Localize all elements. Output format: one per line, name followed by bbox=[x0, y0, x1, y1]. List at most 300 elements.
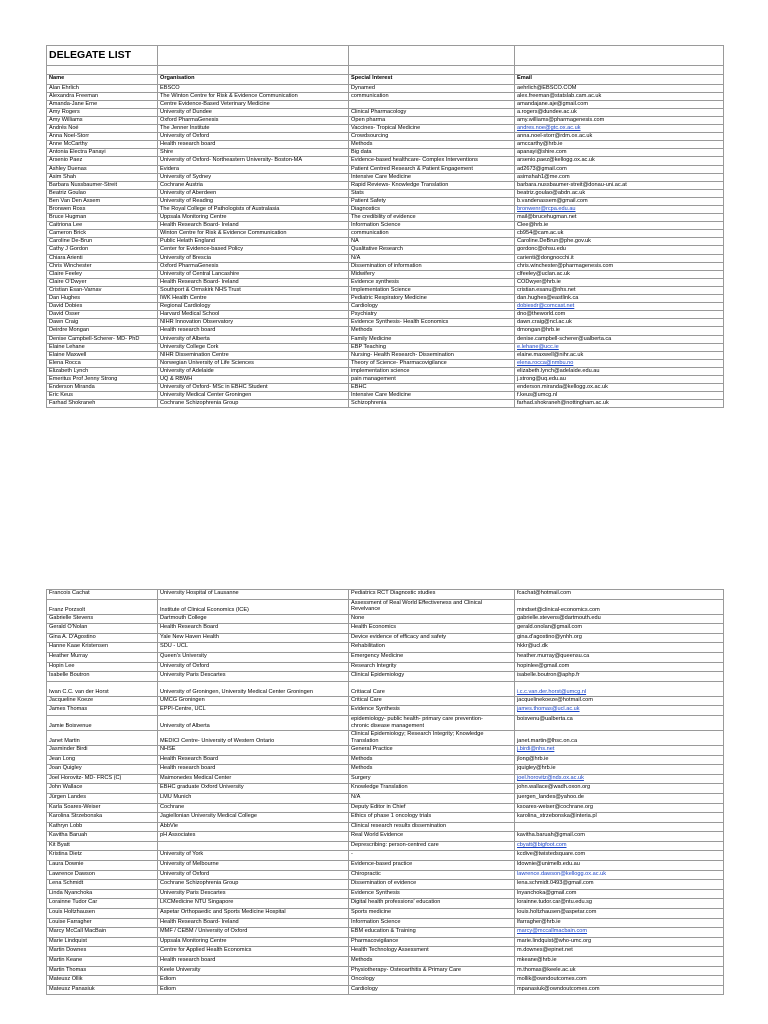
delegate-organisation: NHSE bbox=[158, 745, 349, 755]
delegate-name: Ben Van Den Assem bbox=[47, 197, 158, 205]
delegate-organisation: Cochrane Austria bbox=[158, 181, 349, 189]
delegate-interest: Patient Centred Research & Patient Engagement bbox=[349, 165, 515, 173]
delegate-organisation: Health research board bbox=[158, 957, 349, 967]
delegate-name: Deirdre Mongan bbox=[47, 327, 158, 335]
delegate-name: Jacqueline Koeze bbox=[47, 696, 158, 706]
table-row bbox=[47, 803, 724, 813]
table-row bbox=[47, 899, 724, 909]
delegate-email[interactable]: j.birdi@nhs.net bbox=[515, 745, 724, 755]
delegate-interest: pain management bbox=[349, 375, 515, 383]
delegate-email: Clee@hrb.ie bbox=[515, 222, 724, 230]
delegate-name: Cameron Brick bbox=[47, 230, 158, 238]
delegate-interest: Device evidence of efficacy and safety bbox=[349, 633, 515, 643]
table-row bbox=[47, 165, 724, 173]
delegate-interest: Critical Care bbox=[349, 696, 515, 706]
table-row bbox=[47, 303, 724, 311]
delegate-email: mindset@clinical-economics.com bbox=[515, 599, 724, 614]
delegate-interest: Stats bbox=[349, 189, 515, 197]
table-row bbox=[47, 133, 724, 141]
delegate-email[interactable]: joel.horovitz@nds.ox.ac.uk bbox=[515, 774, 724, 784]
table-row bbox=[47, 214, 724, 222]
table-row bbox=[47, 100, 724, 108]
delegate-interest: Methods bbox=[349, 755, 515, 765]
delegate-interest bbox=[349, 599, 515, 614]
delegate-organisation: Health Research Board bbox=[158, 755, 349, 765]
delegate-interest: Information Science bbox=[349, 222, 515, 230]
delegate-organisation: Health Research Board- Ireland bbox=[158, 278, 349, 286]
interest-line: epidemiology- public health- primary care prevention- bbox=[351, 715, 483, 722]
delegate-interest bbox=[349, 730, 515, 745]
delegate-email[interactable]: james.thomas@ucl.ac.uk bbox=[515, 706, 724, 716]
table-row bbox=[47, 937, 724, 947]
delegate-name: Martin Keane bbox=[47, 957, 158, 967]
delegate-interest: Deprescribing: person-centred care bbox=[349, 841, 515, 851]
delegate-name: Chiara Arienti bbox=[47, 254, 158, 262]
delegate-interest: Psychiatry bbox=[349, 311, 515, 319]
interest-line: chronic disease management bbox=[351, 722, 425, 729]
delegate-interest: Digital health professions' education bbox=[349, 899, 515, 909]
delegate-interest: N/A bbox=[349, 254, 515, 262]
delegate-email: jquigley@hrb.ie bbox=[515, 765, 724, 775]
delegate-organisation: Queen's University bbox=[158, 652, 349, 662]
delegate-organisation: University of Brescia bbox=[158, 254, 349, 262]
delegate-interest: Clinical research results dissemination bbox=[349, 822, 515, 832]
delegate-name: Bruce Hugman bbox=[47, 214, 158, 222]
delegate-name: Louise Farragher bbox=[47, 918, 158, 928]
delegate-email[interactable]: cbyatt@bigfoot.com bbox=[515, 841, 724, 851]
table-row bbox=[47, 643, 724, 653]
table-row bbox=[47, 774, 724, 784]
delegate-email[interactable]: bronwenr@rcpa.edu.au bbox=[515, 206, 724, 214]
delegate-interest: N/A bbox=[349, 793, 515, 803]
table-row bbox=[47, 157, 724, 165]
delegate-email: j.strong@uq.edu.au bbox=[515, 375, 724, 383]
delegate-email: b.vandenassem@gmail.com bbox=[515, 197, 724, 205]
table-row bbox=[47, 384, 724, 392]
table-row bbox=[47, 755, 724, 765]
delegate-interest: Methods bbox=[349, 141, 515, 149]
delegate-name: Hopin Lee bbox=[47, 662, 158, 672]
delegate-email: hopinlee@gmail.com bbox=[515, 662, 724, 672]
interest-line: Revelvance bbox=[351, 606, 381, 613]
delegate-email: lawrence.dawson@kellogg.ox.ac.uk bbox=[515, 870, 724, 880]
delegate-email[interactable]: dobiesdr@comcast.net bbox=[515, 303, 724, 311]
delegate-organisation: University of Alberta bbox=[158, 715, 349, 730]
delegate-email: jlong@hrb.ie bbox=[515, 755, 724, 765]
delegate-name: Karla Soares-Weiser bbox=[47, 803, 158, 813]
delegate-organisation: UMCG Groningen bbox=[158, 696, 349, 706]
table-row bbox=[47, 851, 724, 861]
delegate-name: Dan Hughes bbox=[47, 295, 158, 303]
delegate-email: marie.lindquist@who-umc.org bbox=[515, 937, 724, 947]
table-row bbox=[47, 870, 724, 880]
delegate-name: Isabelle Boutron bbox=[47, 672, 158, 682]
delegate-interest: communication bbox=[349, 230, 515, 238]
table-row bbox=[47, 359, 724, 367]
delegate-organisation: Health Research Board bbox=[158, 624, 349, 634]
delegate-organisation: University of Adelaide bbox=[158, 367, 349, 375]
delegate-interest: Intensive Care Medicine bbox=[349, 392, 515, 400]
table-row bbox=[47, 590, 724, 600]
table-row bbox=[47, 681, 724, 696]
table-row bbox=[47, 400, 724, 408]
delegate-interest: Methods bbox=[349, 957, 515, 967]
table-row bbox=[47, 181, 724, 189]
table-row bbox=[47, 197, 724, 205]
delegate-email: louis.holtzhausen@aspetar.com bbox=[515, 909, 724, 919]
table-row bbox=[47, 985, 724, 995]
delegate-interest: Family Medicine bbox=[349, 335, 515, 343]
delegate-name: Mateusz Panasiuk bbox=[47, 985, 158, 995]
delegate-interest: Health Economics bbox=[349, 624, 515, 634]
delegate-interest: None bbox=[349, 614, 515, 624]
table-row bbox=[47, 715, 724, 730]
delegate-interest: Dynamed bbox=[349, 84, 515, 92]
table-row bbox=[47, 918, 724, 928]
table-row bbox=[47, 230, 724, 238]
delegate-name: Arsenio Paez bbox=[47, 157, 158, 165]
table-row bbox=[47, 706, 724, 716]
delegate-name: David Osser bbox=[47, 311, 158, 319]
delegate-interest: Nursing- Health Research- Dissemination bbox=[349, 351, 515, 359]
delegate-email: lena.schmidt.0493@gmail.com bbox=[515, 880, 724, 890]
list-title: DELEGATE LIST bbox=[47, 46, 158, 66]
table-row bbox=[47, 173, 724, 181]
delegate-organisation: University of Central Lancashire bbox=[158, 270, 349, 278]
delegate-interest: Theory of Science- Pharmacovigilance bbox=[349, 359, 515, 367]
delegate-name: Elaine Lehane bbox=[47, 343, 158, 351]
delegate-name: Lorainne Tudor Car bbox=[47, 899, 158, 909]
delegate-organisation: The Royal College of Pathologists of Australasia bbox=[158, 206, 349, 214]
delegate-name: Iwan C.C. van der Horst bbox=[47, 681, 158, 696]
delegate-email: arsenio.paez@kellogg.ox.ac.uk bbox=[515, 157, 724, 165]
delegate-organisation: Ediom bbox=[158, 976, 349, 986]
delegate-organisation: Health Research Board- Ireland bbox=[158, 918, 349, 928]
delegate-organisation: AbbVie bbox=[158, 822, 349, 832]
delegate-email: gerald.onolan@gmail.com bbox=[515, 624, 724, 634]
delegate-email: farhad.shokraneh@nottingham.ac.uk bbox=[515, 400, 724, 408]
delegate-email: cb954@cam.ac.uk bbox=[515, 230, 724, 238]
delegate-name: Janet Martin bbox=[47, 730, 158, 745]
delegate-interest: Big data bbox=[349, 149, 515, 157]
delegate-interest: Intensive Care Medicine bbox=[349, 173, 515, 181]
delegate-name: Jasminder Birdi bbox=[47, 745, 158, 755]
delegate-email: CODwyer@hrb.ie bbox=[515, 278, 724, 286]
delegate-interest: Surgery bbox=[349, 774, 515, 784]
delegate-interest: Evidence Synthesis- Health Economics bbox=[349, 319, 515, 327]
delegate-email: amccarthy@hrb.ie bbox=[515, 141, 724, 149]
delegate-organisation: Cochrane bbox=[158, 803, 349, 813]
delegate-email: gina.d'agostino@ynhh.org bbox=[515, 633, 724, 643]
table-row bbox=[47, 222, 724, 230]
delegate-organisation: Jagiellonian University Medical College bbox=[158, 813, 349, 823]
delegate-organisation: MMF / CEBM / University of Oxford bbox=[158, 928, 349, 938]
delegate-email: juergen_landes@yahoo.de bbox=[515, 793, 724, 803]
delegate-email: mollik@owndoutcomes.com bbox=[515, 976, 724, 986]
table-row bbox=[47, 254, 724, 262]
table-row bbox=[47, 861, 724, 871]
table-row bbox=[47, 730, 724, 745]
header-organisation: Organisation bbox=[158, 75, 349, 85]
delegate-name: Asim Shah bbox=[47, 173, 158, 181]
delegate-name: Barbara Nussbaumer-Streit bbox=[47, 181, 158, 189]
delegate-interest: Evidence Synthesis bbox=[349, 889, 515, 899]
delegate-interest: Real World Evidence bbox=[349, 832, 515, 842]
table-row bbox=[47, 976, 724, 986]
delegate-email[interactable]: elena.rocca@nmbu.no bbox=[515, 359, 724, 367]
delegate-name: Joel Horovitz- MD- FRCS (C) bbox=[47, 774, 158, 784]
delegate-name: Lawrence Dawson bbox=[47, 870, 158, 880]
interest-line: Translation bbox=[351, 737, 379, 744]
delegate-name: Alexandra Freeman bbox=[47, 92, 158, 100]
delegate-interest: Patient Safety bbox=[349, 197, 515, 205]
delegate-interest: Evidence Synthesis bbox=[349, 706, 515, 716]
table-row bbox=[47, 141, 724, 149]
delegate-name: Marcy McCall MacBain bbox=[47, 928, 158, 938]
delegate-interest: Implementation Science bbox=[349, 286, 515, 294]
delegate-organisation: NIHR Innovation Observatory bbox=[158, 319, 349, 327]
delegate-name: Cathy J Gordon bbox=[47, 246, 158, 254]
interest-line: Clinical Epidemiology; Research Integrity; Knowledge bbox=[351, 730, 484, 737]
delegate-interest: Schizophrenia bbox=[349, 400, 515, 408]
delegate-organisation: UQ & RBWH bbox=[158, 375, 349, 383]
table-row bbox=[47, 957, 724, 967]
table-row bbox=[47, 652, 724, 662]
delegate-organisation: University of Oxford- Northeastern University- Boston-MA bbox=[158, 157, 349, 165]
delegate-organisation: Oxford PharmaGenesis bbox=[158, 116, 349, 124]
delegate-email: karolina_strzebonska@interia.pl bbox=[515, 813, 724, 823]
delegate-organisation: The Winton Centre for Risk & Evidence Communication bbox=[158, 92, 349, 100]
delegate-email[interactable]: i.c.c.van.der.horst@umcg.nl bbox=[515, 681, 724, 696]
delegate-interest: Health Technology Assessment bbox=[349, 947, 515, 957]
delegate-organisation: Cochrane Schizophrenia Group bbox=[158, 400, 349, 408]
delegate-organisation: University of Melbourne bbox=[158, 861, 349, 871]
table-row bbox=[47, 928, 724, 938]
delegate-email: dan.hughes@eastlink.ca bbox=[515, 295, 724, 303]
delegate-email: dmongan@hrb.ie bbox=[515, 327, 724, 335]
table-row bbox=[47, 813, 724, 823]
table-row bbox=[47, 108, 724, 116]
delegate-email: hkkr@ucl.dk bbox=[515, 643, 724, 653]
delegate-interest: Chiropractic bbox=[349, 870, 515, 880]
delegate-interest: Dissemination of information bbox=[349, 262, 515, 270]
delegate-interest: Physiotherapy- Osteoarthitis & Primary Care bbox=[349, 966, 515, 976]
table-row bbox=[47, 662, 724, 672]
delegate-email: aehrlich@EBSCO.COM bbox=[515, 84, 724, 92]
delegate-email: lorainne.tudor.car@ntu.edu.sg bbox=[515, 899, 724, 909]
delegate-interest: Rapid Reviews- Knowledge Translation bbox=[349, 181, 515, 189]
delegate-email[interactable]: andres.noe@gtc.ox.ac.uk bbox=[515, 125, 724, 133]
table-row bbox=[47, 832, 724, 842]
delegate-interest: implementation science bbox=[349, 367, 515, 375]
table-row bbox=[47, 909, 724, 919]
table-row bbox=[47, 278, 724, 286]
delegate-email: beatriz.goulao@abdn.ac.uk bbox=[515, 189, 724, 197]
delegate-email: kavitha.baruah@gmail.com bbox=[515, 832, 724, 842]
delegate-name: Caroline De-Brun bbox=[47, 238, 158, 246]
delegate-email: john.wallace@wadh.oxon.org bbox=[515, 784, 724, 794]
delegate-organisation: LKCMedicine NTU Singapore bbox=[158, 899, 349, 909]
delegate-table-page-2 bbox=[46, 589, 724, 995]
delegate-interest: Methods bbox=[349, 765, 515, 775]
delegate-organisation: Maimonedes Medical Center bbox=[158, 774, 349, 784]
table-row bbox=[47, 672, 724, 682]
delegate-name: Amy Rogers bbox=[47, 108, 158, 116]
delegate-name: Martin Downes bbox=[47, 947, 158, 957]
delegate-organisation: Harvard Medical School bbox=[158, 311, 349, 319]
delegate-email: enderson.miranda@kellogg.ox.ac.uk bbox=[515, 384, 724, 392]
delegate-name: Gabrielle Stevens bbox=[47, 614, 158, 624]
delegate-organisation: SDU - UCL bbox=[158, 643, 349, 653]
table-row bbox=[47, 784, 724, 794]
delegate-name: Kathryn Lobb bbox=[47, 822, 158, 832]
delegate-interest: Evidence-based healthcare- Complex Interventions bbox=[349, 157, 515, 165]
delegate-name: Jürgen Landes bbox=[47, 793, 158, 803]
delegate-organisation: University of Reading bbox=[158, 197, 349, 205]
delegate-name: Ashley Duenas bbox=[47, 165, 158, 173]
delegate-email: cristian.esanu@nhs.net bbox=[515, 286, 724, 294]
delegate-interest: - bbox=[349, 851, 515, 861]
delegate-email: ksoares-weiser@cochrane.org bbox=[515, 803, 724, 813]
delegate-name: Laura Downie bbox=[47, 861, 158, 871]
delegate-interest: EBM education & Training bbox=[349, 928, 515, 938]
delegate-organisation: NIHR Dissemination Centre bbox=[158, 351, 349, 359]
delegate-interest: Vaccines- Tropical Medicine bbox=[349, 125, 515, 133]
delegate-email: gabrielle.stevens@dartmouth.edu bbox=[515, 614, 724, 624]
delegate-email: mkeane@hrb.ie bbox=[515, 957, 724, 967]
table-row bbox=[47, 351, 724, 359]
delegate-name: Cristian Esan-Varnav bbox=[47, 286, 158, 294]
delegate-name: Eric Keus bbox=[47, 392, 158, 400]
delegate-name: David Dobies bbox=[47, 303, 158, 311]
delegate-email[interactable]: marcy@mccallmacbain.com bbox=[515, 928, 724, 938]
delegate-name: Farhad Shokraneh bbox=[47, 400, 158, 408]
delegate-organisation: University of Sydney bbox=[158, 173, 349, 181]
delegate-email: anna.noel-storr@rdm.ox.ac.uk bbox=[515, 133, 724, 141]
delegate-interest: Midwifery bbox=[349, 270, 515, 278]
delegate-email[interactable]: e.lehane@ucc.ie bbox=[515, 343, 724, 351]
table-row bbox=[47, 745, 724, 755]
delegate-interest: EBHC bbox=[349, 384, 515, 392]
table-row bbox=[47, 92, 724, 100]
delegate-interest: Rehabilitation bbox=[349, 643, 515, 653]
delegate-organisation: Evidera bbox=[158, 165, 349, 173]
table-row bbox=[47, 624, 724, 634]
delegate-organisation: University of Alberta bbox=[158, 335, 349, 343]
delegate-email: jacquelinekoeze@hotmail.com bbox=[515, 696, 724, 706]
delegate-interest: Pediatric Respiratory Medicine bbox=[349, 295, 515, 303]
delegate-organisation: Health research board bbox=[158, 765, 349, 775]
delegate-name: Heather Murray bbox=[47, 652, 158, 662]
delegate-name: Dawn Craig bbox=[47, 319, 158, 327]
header-email: Email bbox=[515, 75, 724, 85]
delegate-interest: Evidence synthesis bbox=[349, 278, 515, 286]
delegate-name: Jamie Boisvenue bbox=[47, 715, 158, 730]
table-row bbox=[47, 966, 724, 976]
delegate-organisation: Centre for Applied Health Economics bbox=[158, 947, 349, 957]
delegate-interest: Dissemination of evidence bbox=[349, 880, 515, 890]
delegate-organisation: Yale New Haven Health bbox=[158, 633, 349, 643]
delegate-email: f.keus@umcg.nl bbox=[515, 392, 724, 400]
delegate-interest: Pediatrics RCT Diagnostic studies bbox=[349, 590, 515, 600]
delegate-interest: General Practice bbox=[349, 745, 515, 755]
delegate-email: heather.murray@queensu.ca bbox=[515, 652, 724, 662]
delegate-interest: Sports medicine bbox=[349, 909, 515, 919]
delegate-name: Caitriona Lee bbox=[47, 222, 158, 230]
delegate-email: lfarragher@hrb.ie bbox=[515, 918, 724, 928]
delegate-organisation: Winton Centre for Risk & Evidence Communication bbox=[158, 230, 349, 238]
delegate-email: amy.williams@pharmagenesis.com bbox=[515, 116, 724, 124]
delegate-name: Gerald O'Nolan bbox=[47, 624, 158, 634]
delegate-name: Kavitha Baruah bbox=[47, 832, 158, 842]
table-row bbox=[47, 947, 724, 957]
delegate-interest: Emergency Medicine bbox=[349, 652, 515, 662]
delegate-email: elizabeth.lynch@adelaide.edu.au bbox=[515, 367, 724, 375]
table-row bbox=[47, 311, 724, 319]
table-row bbox=[47, 599, 724, 614]
table-row bbox=[47, 335, 724, 343]
delegate-email: Caroline.DeBrun@phe.gov.uk bbox=[515, 238, 724, 246]
table-row bbox=[47, 765, 724, 775]
delegate-organisation: Health research board bbox=[158, 141, 349, 149]
delegate-name: Gina A. D'Agostino bbox=[47, 633, 158, 643]
delegate-email: chris.winchester@pharmagenesis.com bbox=[515, 262, 724, 270]
delegate-email: ad2673@gmail.com bbox=[515, 165, 724, 173]
delegate-name: Martin Thomas bbox=[47, 966, 158, 976]
delegate-interest: Research Integrity bbox=[349, 662, 515, 672]
delegate-name: Elizabeth Lynch bbox=[47, 367, 158, 375]
delegate-name: Marie Lindquist bbox=[47, 937, 158, 947]
table-row bbox=[47, 889, 724, 899]
table-row bbox=[47, 319, 724, 327]
delegate-name: Amy Williams bbox=[47, 116, 158, 124]
delegate-organisation: The Jenner Institute bbox=[158, 125, 349, 133]
delegate-organisation: University of Groningen, University Medical Center Groningen bbox=[158, 681, 349, 696]
delegate-interest: NA bbox=[349, 238, 515, 246]
delegate-name: John Wallace bbox=[47, 784, 158, 794]
delegate-organisation: MEDICI Centre- University of Western Ontario bbox=[158, 730, 349, 745]
delegate-interest: Clinical Epidemiology bbox=[349, 672, 515, 682]
delegate-name: Jean Long bbox=[47, 755, 158, 765]
delegate-name: Alan Ehrlich bbox=[47, 84, 158, 92]
table-row bbox=[47, 841, 724, 851]
delegate-email: clfeeley@uclan.ac.uk bbox=[515, 270, 724, 278]
delegate-name: Anne McCarthy bbox=[47, 141, 158, 149]
delegate-name: Denise Campbell-Scherer- MD- PhD bbox=[47, 335, 158, 343]
delegate-name: Linda Nyanchoka bbox=[47, 889, 158, 899]
delegate-interest: Diagnostics bbox=[349, 206, 515, 214]
delegate-name: Anna Noel-Storr bbox=[47, 133, 158, 141]
delegate-name: Francois Cachat bbox=[47, 590, 158, 600]
delegate-organisation: University of Oxford- MSc in EBHC Student bbox=[158, 384, 349, 392]
table-row bbox=[47, 246, 724, 254]
delegate-organisation: Dartmouth College bbox=[158, 614, 349, 624]
table-row bbox=[47, 696, 724, 706]
table-row bbox=[47, 614, 724, 624]
delegate-organisation: Southport & Ormskirk NHS Trust bbox=[158, 286, 349, 294]
delegate-email: mail@brucehugman.net bbox=[515, 214, 724, 222]
delegate-interest: Cardiology bbox=[349, 303, 515, 311]
delegate-organisation: University of Oxford bbox=[158, 133, 349, 141]
delegate-name: Franz Porzsolt bbox=[47, 599, 158, 614]
delegate-organisation: Health research board bbox=[158, 327, 349, 335]
table-row bbox=[47, 206, 724, 214]
delegate-name: Emeritus Prof Jenny Strong bbox=[47, 375, 158, 383]
delegate-interest: Crowdsourcing bbox=[349, 133, 515, 141]
delegate-organisation: Ediom bbox=[158, 985, 349, 995]
table-row bbox=[47, 375, 724, 383]
delegate-email: lnyanchoka@gmail.com bbox=[515, 889, 724, 899]
